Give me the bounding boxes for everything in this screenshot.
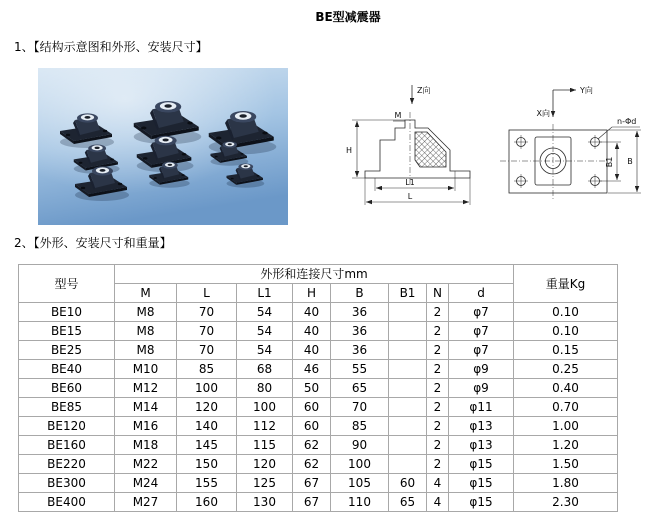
cell-weight: 1.00 bbox=[514, 417, 618, 436]
cell-b: 36 bbox=[331, 341, 389, 360]
cell-weight: 0.40 bbox=[514, 379, 618, 398]
holes-leader-line bbox=[598, 127, 640, 139]
cell-model: BE10 bbox=[19, 303, 115, 322]
cell-b: 85 bbox=[331, 417, 389, 436]
cell-b1 bbox=[389, 436, 427, 455]
cell-d: φ7 bbox=[449, 303, 514, 322]
mounting-holes bbox=[514, 135, 602, 188]
cell-n: 2 bbox=[427, 417, 449, 436]
table-row bbox=[19, 455, 618, 474]
table-row bbox=[19, 493, 618, 512]
cell-model: BE160 bbox=[19, 436, 115, 455]
cell-b1 bbox=[389, 379, 427, 398]
section-2-heading: 2、【外形、安装尺寸和重量】 bbox=[14, 236, 172, 250]
weight-header: 重量Kg bbox=[514, 265, 618, 303]
cell-m: M27 bbox=[115, 493, 177, 512]
table-row bbox=[19, 379, 618, 398]
cell-n: 4 bbox=[427, 474, 449, 493]
structure-drawing bbox=[338, 78, 658, 218]
cell-l1: 125 bbox=[237, 474, 293, 493]
column-header-b: B bbox=[331, 284, 389, 303]
cell-h: 62 bbox=[293, 436, 331, 455]
cell-h: 60 bbox=[293, 398, 331, 417]
hole-center-marks bbox=[514, 135, 602, 188]
cell-weight: 0.15 bbox=[514, 341, 618, 360]
cell-h: 62 bbox=[293, 455, 331, 474]
cell-b1 bbox=[389, 341, 427, 360]
cell-b: 36 bbox=[331, 322, 389, 341]
cell-l: 70 bbox=[177, 303, 237, 322]
cell-l1: 54 bbox=[237, 341, 293, 360]
cell-h: 67 bbox=[293, 474, 331, 493]
table-row bbox=[19, 398, 618, 417]
cell-m: M24 bbox=[115, 474, 177, 493]
x-direction-label: X向 bbox=[536, 109, 550, 118]
cell-n: 2 bbox=[427, 436, 449, 455]
cell-weight: 0.70 bbox=[514, 398, 618, 417]
m-label: M bbox=[394, 111, 402, 120]
cell-d: φ13 bbox=[449, 436, 514, 455]
table-body bbox=[19, 303, 618, 512]
cell-b: 70 bbox=[331, 398, 389, 417]
cell-b1 bbox=[389, 360, 427, 379]
cell-h: 60 bbox=[293, 417, 331, 436]
column-header-d: d bbox=[449, 284, 514, 303]
column-header-n: N bbox=[427, 284, 449, 303]
cell-m: M10 bbox=[115, 360, 177, 379]
cell-d: φ11 bbox=[449, 398, 514, 417]
cell-h: 67 bbox=[293, 493, 331, 512]
cell-m: M18 bbox=[115, 436, 177, 455]
table-row bbox=[19, 341, 618, 360]
cell-d: φ7 bbox=[449, 322, 514, 341]
cell-b1 bbox=[389, 455, 427, 474]
holes-label: n-Φd bbox=[617, 117, 637, 126]
cell-n: 2 bbox=[427, 398, 449, 417]
cell-d: φ13 bbox=[449, 417, 514, 436]
cell-l: 145 bbox=[177, 436, 237, 455]
cell-l1: 54 bbox=[237, 303, 293, 322]
cell-h: 40 bbox=[293, 341, 331, 360]
cell-d: φ9 bbox=[449, 379, 514, 398]
cell-n: 2 bbox=[427, 341, 449, 360]
table-header-row-1 bbox=[19, 265, 618, 284]
cell-b1: 65 bbox=[389, 493, 427, 512]
cell-d: φ9 bbox=[449, 360, 514, 379]
cell-b: 65 bbox=[331, 379, 389, 398]
cell-d: φ15 bbox=[449, 493, 514, 512]
page-title: BE型减震器 bbox=[315, 10, 381, 24]
cell-weight: 2.30 bbox=[514, 493, 618, 512]
section-1-heading: 1、【结构示意图和外形、安装尺寸】 bbox=[14, 40, 208, 54]
cell-model: BE120 bbox=[19, 417, 115, 436]
cell-n: 2 bbox=[427, 303, 449, 322]
b-label: B bbox=[627, 157, 633, 166]
cell-b1 bbox=[389, 417, 427, 436]
table-row bbox=[19, 417, 618, 436]
cell-h: 46 bbox=[293, 360, 331, 379]
cell-b: 55 bbox=[331, 360, 389, 379]
cell-l1: 80 bbox=[237, 379, 293, 398]
cell-model: BE400 bbox=[19, 493, 115, 512]
cell-l: 150 bbox=[177, 455, 237, 474]
top-view bbox=[500, 90, 641, 199]
z-direction-label: Z向 bbox=[417, 86, 431, 95]
table-row bbox=[19, 360, 618, 379]
cell-weight: 0.10 bbox=[514, 322, 618, 341]
cell-d: φ15 bbox=[449, 455, 514, 474]
cell-l: 70 bbox=[177, 341, 237, 360]
cell-m: M8 bbox=[115, 341, 177, 360]
rubber-section-crosshatch bbox=[415, 132, 446, 167]
model-header: 型号 bbox=[19, 265, 115, 303]
cell-l: 155 bbox=[177, 474, 237, 493]
cell-d: φ15 bbox=[449, 474, 514, 493]
cell-h: 50 bbox=[293, 379, 331, 398]
spec-table bbox=[18, 264, 618, 512]
cell-weight: 1.80 bbox=[514, 474, 618, 493]
cell-b1 bbox=[389, 303, 427, 322]
cell-weight: 1.50 bbox=[514, 455, 618, 474]
cell-m: M8 bbox=[115, 322, 177, 341]
table-row bbox=[19, 322, 618, 341]
cell-weight: 0.25 bbox=[514, 360, 618, 379]
cell-m: M14 bbox=[115, 398, 177, 417]
column-header-h: H bbox=[293, 284, 331, 303]
cell-l: 160 bbox=[177, 493, 237, 512]
cell-l: 70 bbox=[177, 322, 237, 341]
y-direction-label: Y向 bbox=[580, 86, 593, 95]
h-label: H bbox=[345, 146, 353, 155]
side-view bbox=[352, 85, 470, 205]
cell-l1: 112 bbox=[237, 417, 293, 436]
cell-model: BE60 bbox=[19, 379, 115, 398]
cell-model: BE25 bbox=[19, 341, 115, 360]
cell-h: 40 bbox=[293, 303, 331, 322]
cell-l: 120 bbox=[177, 398, 237, 417]
cell-l: 140 bbox=[177, 417, 237, 436]
product-photo bbox=[38, 68, 288, 225]
cell-l: 85 bbox=[177, 360, 237, 379]
cell-model: BE300 bbox=[19, 474, 115, 493]
cell-weight: 1.20 bbox=[514, 436, 618, 455]
cell-b1: 60 bbox=[389, 474, 427, 493]
cell-weight: 0.10 bbox=[514, 303, 618, 322]
column-header-m: M bbox=[115, 284, 177, 303]
cell-b1 bbox=[389, 322, 427, 341]
cell-h: 40 bbox=[293, 322, 331, 341]
cell-b: 110 bbox=[331, 493, 389, 512]
cell-l1: 68 bbox=[237, 360, 293, 379]
cell-d: φ7 bbox=[449, 341, 514, 360]
cell-m: M16 bbox=[115, 417, 177, 436]
cell-n: 2 bbox=[427, 322, 449, 341]
table-row bbox=[19, 303, 618, 322]
cell-l1: 120 bbox=[237, 455, 293, 474]
cell-b1 bbox=[389, 398, 427, 417]
cell-n: 4 bbox=[427, 493, 449, 512]
cell-model: BE220 bbox=[19, 455, 115, 474]
cell-m: M12 bbox=[115, 379, 177, 398]
column-header-b1: B1 bbox=[389, 284, 427, 303]
base-plate-outline bbox=[509, 130, 607, 193]
cell-model: BE40 bbox=[19, 360, 115, 379]
column-header-l: L bbox=[177, 284, 237, 303]
cell-n: 2 bbox=[427, 455, 449, 474]
cell-l1: 115 bbox=[237, 436, 293, 455]
cell-b: 90 bbox=[331, 436, 389, 455]
cell-b: 36 bbox=[331, 303, 389, 322]
dimensions-group-header: 外形和连接尺寸mm bbox=[115, 265, 514, 284]
table-row bbox=[19, 436, 618, 455]
cell-l1: 130 bbox=[237, 493, 293, 512]
cell-n: 2 bbox=[427, 379, 449, 398]
column-header-l1: L1 bbox=[237, 284, 293, 303]
cell-model: BE15 bbox=[19, 322, 115, 341]
cell-model: BE85 bbox=[19, 398, 115, 417]
l-label: L bbox=[407, 192, 413, 201]
cell-l1: 100 bbox=[237, 398, 293, 417]
table-row bbox=[19, 474, 618, 493]
cell-b: 105 bbox=[331, 474, 389, 493]
cell-l1: 54 bbox=[237, 322, 293, 341]
cell-m: M8 bbox=[115, 303, 177, 322]
cell-n: 2 bbox=[427, 360, 449, 379]
l1-label: L1 bbox=[405, 178, 415, 187]
cell-l: 100 bbox=[177, 379, 237, 398]
cell-m: M22 bbox=[115, 455, 177, 474]
b1-label: B1 bbox=[605, 156, 614, 168]
cell-b: 100 bbox=[331, 455, 389, 474]
